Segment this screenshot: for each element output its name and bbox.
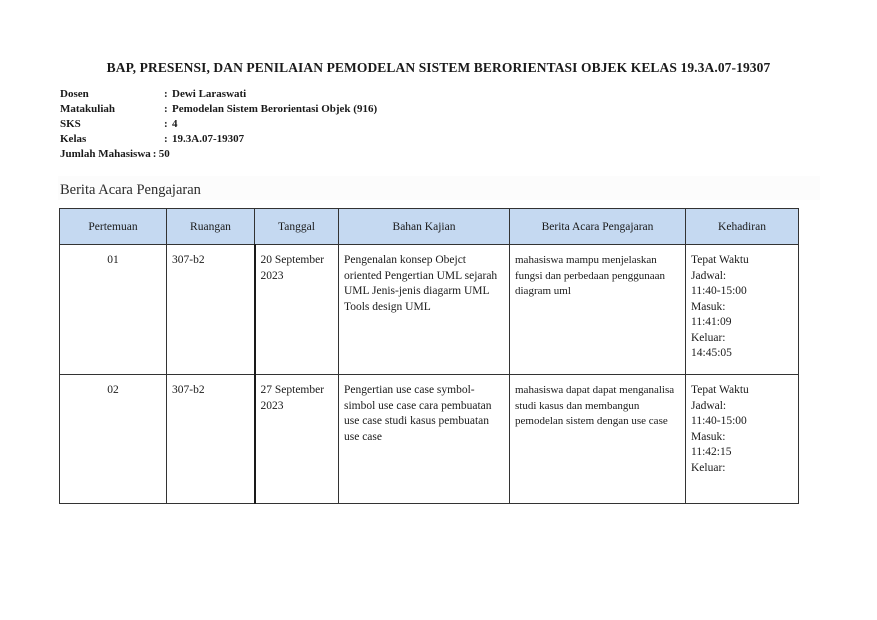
info-value: 4 xyxy=(172,118,178,131)
table-header-row xyxy=(60,209,799,245)
cell-kehadiran xyxy=(686,245,799,375)
cell-kehadiran xyxy=(686,375,799,504)
info-label: Matakuliah xyxy=(60,102,116,115)
column-header-tanggal: Tanggal xyxy=(255,209,339,245)
info-label: Dosen xyxy=(60,88,89,100)
info-row-sks xyxy=(60,117,377,132)
table-row xyxy=(60,375,799,504)
info-row-dosen xyxy=(60,87,377,102)
kehadiran-jadwal-value: 11:40-15:00 xyxy=(691,285,747,297)
info-separator: : xyxy=(164,88,168,100)
cell-tanggal: 27 September 2023 xyxy=(255,375,339,504)
cell-pertemuan: 02 xyxy=(60,375,167,504)
column-header-pertemuan: Pertemuan xyxy=(60,209,167,245)
section-title: Berita Acara Pengajaran xyxy=(60,182,201,198)
kehadiran-keluar-value: 14:45:05 xyxy=(691,347,732,359)
info-separator: : xyxy=(164,133,168,146)
table-row xyxy=(60,245,799,375)
kehadiran-keluar-label: Keluar: xyxy=(691,461,726,474)
cell-berita-acara: mahasiswa mampu menjelaskan fungsi dan perbedaan penggunaan diagram uml xyxy=(510,245,686,375)
cell-ruangan: 307-b2 xyxy=(167,375,255,504)
kehadiran-keluar-label: Keluar: xyxy=(691,331,726,344)
kehadiran-status: Tepat Waktu xyxy=(691,254,749,266)
kehadiran-masuk-value: 11:42:15 xyxy=(691,446,732,458)
cell-ruangan: 307-b2 xyxy=(167,245,255,375)
column-header-bahan-kajian: Bahan Kajian xyxy=(339,209,510,245)
column-header-ruangan: Ruangan xyxy=(167,209,255,245)
info-separator: : xyxy=(152,147,157,160)
column-header-berita-acara: Berita Acara Pengajaran xyxy=(510,209,686,245)
info-row-jumlah-mahasiswa xyxy=(60,147,377,162)
column-header-kehadiran: Kehadiran xyxy=(686,209,799,245)
cell-berita-acara: mahasiswa dapat dapat menganalisa studi kasus dan membangun pemodelan sistem dengan use case xyxy=(510,375,686,504)
cell-pertemuan: 01 xyxy=(60,245,167,375)
info-label: SKS xyxy=(60,118,81,131)
kehadiran-masuk-label: Masuk: xyxy=(691,430,726,443)
info-value: 50 xyxy=(158,147,170,160)
info-value: Dewi Laraswati xyxy=(172,88,247,100)
bap-table xyxy=(59,208,799,504)
info-row-matakuliah xyxy=(60,102,377,118)
page-title: BAP, PRESENSI, DAN PENILAIAN PEMODELAN SISTEM BERORIENTASI OBJEK KELAS 19.3A.07-19307 xyxy=(106,60,771,75)
kehadiran-jadwal-label: Jadwal: xyxy=(691,399,727,412)
info-separator: : xyxy=(164,118,168,131)
info-row-kelas xyxy=(60,132,377,147)
kehadiran-masuk-label: Masuk: xyxy=(691,300,726,313)
kehadiran-masuk-value: 11:41:09 xyxy=(691,316,732,328)
cell-tanggal: 20 September 2023 xyxy=(255,245,339,375)
kehadiran-jadwal-value: 11:40-15:00 xyxy=(691,415,747,427)
kehadiran-jadwal-label: Jadwal: xyxy=(691,269,727,282)
cell-bahan-kajian: Pengertian use case symbol-simbol use case cara pembuatan use case studi kasus pembuatan use case xyxy=(339,375,510,504)
kehadiran-status: Tepat Waktu xyxy=(691,384,749,396)
info-separator: : xyxy=(164,102,168,115)
info-label: Jumlah Mahasiswa xyxy=(60,147,151,160)
info-label: Kelas xyxy=(60,133,87,146)
course-info xyxy=(60,87,377,162)
info-value: 19.3A.07-19307 xyxy=(172,133,245,146)
cell-bahan-kajian: Pengenalan konsep Obejct oriented Pengertian UML sejarah UML Jenis-jenis diagarm UML Tools design UML xyxy=(339,245,510,375)
info-value: Pemodelan Sistem Berorientasi Objek (916) xyxy=(172,102,378,115)
